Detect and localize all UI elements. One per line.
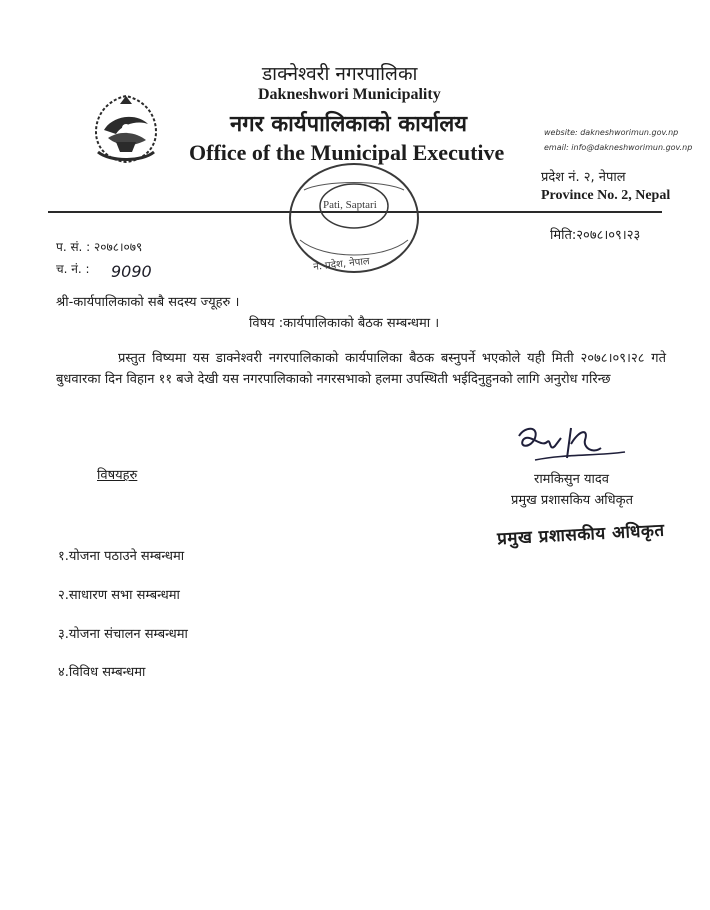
province-nepali: प्रदेश नं. २, नेपाल	[541, 170, 626, 185]
office-name-english: Office of the Municipal Executive	[189, 140, 505, 165]
letter-date: मिति:२०७८।०९।२३	[550, 228, 641, 243]
title-stamp: प्रमुख प्रशासकीय अधिकृत	[496, 520, 666, 550]
topics-heading: विषयहरु	[97, 468, 138, 483]
dispatch-number-value: 9090	[111, 262, 152, 281]
municipality-name-english: Dakneshwori Municipality	[258, 86, 441, 103]
municipality-name-nepali: डाक्नेश्वरी नगरपालिका	[262, 63, 418, 85]
topic-item: ३.योजना संचालन सम्बन्धमा	[58, 627, 188, 642]
office-name-nepali: नगर कार्यपालिकाको कार्यालय	[230, 112, 467, 137]
website-text: website: dakneshworimun.gov.np	[544, 128, 679, 137]
province-english: Province No. 2, Nepal	[541, 188, 671, 203]
addressee: श्री-कार्यपालिकाको सबै सदस्य ज्यूहरु ।	[56, 295, 240, 310]
seal-text-place: Pati, Saptari	[323, 199, 377, 211]
dispatch-number-label: च. नं. :	[56, 262, 90, 276]
topic-item: २.साधारण सभा सम्बन्धमा	[58, 588, 180, 603]
letter-body	[56, 348, 666, 390]
seal-text-province: नं. प्रदेश, नेपाल	[312, 256, 371, 273]
signatory-title: प्रमुख प्रशासकिय अधिकृत	[511, 493, 634, 508]
topic-item: ४.विविध सम्बन्धमा	[58, 665, 146, 680]
email-text: email: info@dakneshworimun.gov.np	[544, 143, 693, 152]
subject-line: विषय :कार्यपालिकाको बैठक सम्बन्धमा ।	[249, 316, 440, 331]
reference-number: प. सं. : २०७८।०७९	[56, 240, 143, 254]
topic-item: १.योजना पठाउने सम्बन्धमा	[58, 549, 185, 564]
signature-icon	[505, 418, 635, 470]
municipal-emblem-icon	[86, 90, 166, 168]
signatory-name: रामकिसुन यादव	[534, 472, 609, 487]
letter-body-text: प्रस्तुत विष्यमा यस डाक्नेश्वरी नगरपालिकाको कार्यपालिका बैठक बस्नुपर्ने भएकोले यही मिती २०७८।०९।२८ गते बुधवारका दिन विहान ११ बजे देखी यस नगरपालिकाको नगरसभाको हलमा उपस्थिती भईदिनुहुनको लागि अनुरोध गरिन्छ	[56, 351, 666, 387]
